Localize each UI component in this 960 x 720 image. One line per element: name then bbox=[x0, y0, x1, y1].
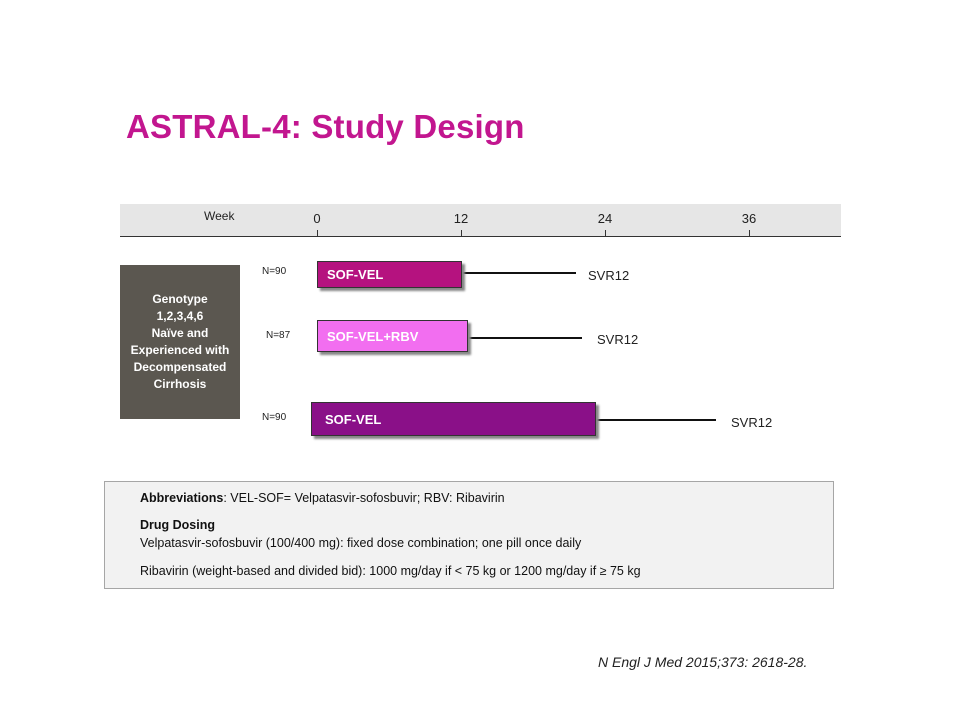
dosing-line-2: Ribavirin (weight-based and divided bid): 1000 mg/day if < 75 kg or 1200 mg/day if ≥ 75 kg bbox=[140, 564, 641, 578]
arm-3-endpoint: SVR12 bbox=[731, 415, 773, 430]
tick-mark bbox=[317, 230, 318, 236]
arm-3-n: N=90 bbox=[262, 412, 287, 423]
notes-box bbox=[104, 481, 834, 589]
tick-label-12: 12 bbox=[453, 211, 469, 226]
arm-3-followup-line bbox=[596, 419, 716, 421]
arm-2-endpoint: SVR12 bbox=[597, 332, 639, 347]
population-text: Genotype 1,2,3,4,6 Naïve and Experienced with Decompensated Cirrhosis bbox=[130, 292, 230, 391]
arm-1-treatment-bar: SOF-VEL bbox=[317, 261, 462, 288]
slide-title: ASTRAL-4: Study Design bbox=[126, 108, 525, 145]
tick-mark bbox=[461, 230, 462, 236]
abbreviations-text: : VEL-SOF= Velpatasvir-sofosbuvir; RBV: Ribavirin bbox=[223, 491, 505, 505]
population-box bbox=[120, 265, 240, 419]
tick-mark bbox=[605, 230, 606, 236]
tick-label-24: 24 bbox=[597, 211, 613, 226]
abbreviations-heading: Abbreviations bbox=[140, 491, 224, 505]
tick-mark bbox=[749, 230, 750, 236]
abbreviations-line bbox=[140, 491, 505, 505]
arm-2-followup-line bbox=[468, 337, 582, 339]
week-label: Week bbox=[204, 209, 235, 223]
citation: N Engl J Med 2015;373: 2618-28. bbox=[598, 654, 808, 670]
arm-3-treatment-bar: SOF-VEL bbox=[311, 402, 596, 436]
arm-2-n: N=87 bbox=[266, 330, 291, 341]
dosing-line-1: Velpatasvir-sofosbuvir (100/400 mg): fixed dose combination; one pill once daily bbox=[140, 536, 582, 550]
arm-1-endpoint: SVR12 bbox=[588, 268, 630, 283]
tick-label-36: 36 bbox=[741, 211, 757, 226]
tick-label-0: 0 bbox=[313, 211, 321, 226]
arm-2-treatment-bar: SOF-VEL+RBV bbox=[317, 320, 468, 352]
arm-1-n: N=90 bbox=[262, 266, 287, 277]
arm-1-followup-line bbox=[462, 272, 576, 274]
dosing-heading: Drug Dosing bbox=[140, 518, 215, 532]
